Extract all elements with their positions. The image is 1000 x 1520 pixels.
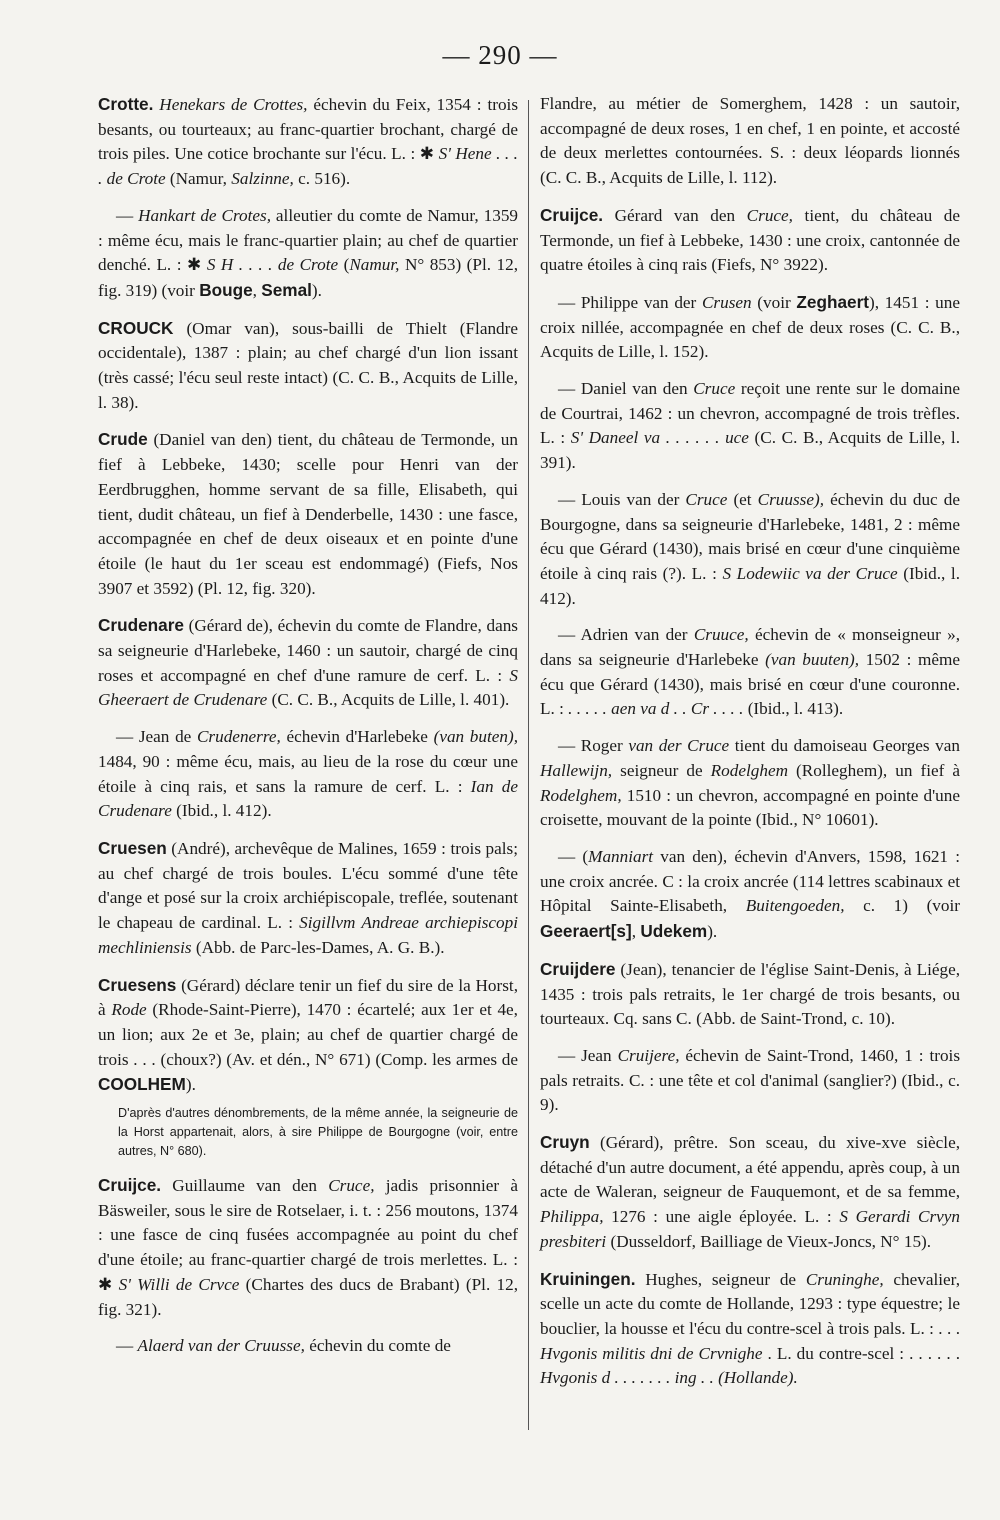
sub-entry — [540, 734, 960, 833]
entry — [98, 1173, 518, 1322]
entry-text: 1510 : un chevron, accompagné en pointe d'une croisette, mouvant de la pointe (Ibid., N° 10601). — [540, 785, 960, 830]
entry-text: Salzinne, — [231, 169, 294, 189]
sub-entry — [98, 204, 518, 304]
entry-text: Udekem — [640, 921, 708, 942]
entry-text: Zeghaert — [796, 291, 869, 312]
headword: Cruesens — [98, 974, 177, 995]
entry-text: échevin de « monseigneur », dans sa seigneurie d'Harlebeke — [540, 625, 960, 670]
entry-text: (Rhode-Saint-Pierre), 1470 : écartelé; aux 1er et 4e, un lion; aux 2e et 3e, plain; au chef de quartier chargé de trois . . . (choux?) (Av. et dén., N° 671) (Comp. les armes de — [98, 1000, 518, 1069]
entry-text: Cruce, — [328, 1176, 375, 1196]
entry-text: S' Willi de Crvce — [118, 1274, 240, 1294]
entry-text: Cruce — [685, 489, 728, 509]
entry-text: Hallewijn, — [540, 760, 613, 780]
headword: Crotte. — [98, 94, 154, 114]
entry — [98, 316, 518, 416]
headword: Crude — [98, 429, 148, 450]
entry — [98, 427, 518, 601]
entry-text: Rodelghem, — [540, 785, 622, 805]
entry — [98, 613, 518, 713]
entry-text: S Gerardi Crvyn presbiteri — [540, 1207, 960, 1251]
entry-text: Philippa, — [540, 1207, 604, 1227]
entry-text: Namur, — [349, 255, 400, 275]
sub-entry — [540, 1044, 960, 1118]
entry-text: — — [116, 1336, 138, 1356]
entry-text: Rode — [111, 1000, 147, 1020]
entry-text: (André), archevêque de Malines, 1659 : trois pals; au chef chargé de trois boules. L'écu sommé d'une tête d'ange et posé sur la croix archiépiscopale, treflée, soutenant le chapeau de cardinal. L. : — [98, 838, 518, 933]
entry-text: (Gérard), prêtre. Son sceau, du xive-xve siècle, détaché d'un autre document, a été appendu, après coup, à un acte de Waleran, seigneur de Fauquemont, et de sa femme, — [540, 1133, 960, 1202]
entry-text: S' Hene . . . . de Crote — [98, 144, 518, 189]
entry-text: ), 1451 : une croix nillée, accompagnée en chef de deux roses (C. C. B., Acquits de Lille, l. 152). — [540, 292, 960, 362]
headword: Cruesen — [98, 837, 167, 858]
entry-text: Buitengoeden, — [745, 896, 845, 916]
sub-entry — [540, 488, 960, 612]
entry-text: Crusen — [701, 292, 752, 312]
entry-text: — Daniel van den — [558, 379, 694, 399]
entry-text: — Louis van der — [558, 489, 686, 509]
entry-text: (Omar van), sous-bailli de Thielt (Flandre occidentale), 1387 : plain; au chef chargé d'un lion issant (très cassé; l'écu seul reste intact) (C. C. B., Acquits de Lille, l. 38). — [98, 318, 518, 412]
headword: CROUCK — [98, 317, 174, 338]
entry-text: Hankart de Crotes, — [138, 205, 271, 225]
sub-entry — [540, 623, 960, 722]
entry-text: (Ibid., l. 413). — [743, 699, 844, 719]
entry-text: — Jean — [558, 1045, 618, 1065]
entry-text: S Lodewiic va der Cruce — [722, 563, 898, 583]
entry-text: S H . . . . de Crote — [206, 255, 339, 275]
entry-text: échevin du Feix, 1354 : trois besants, ou tourteaux; au franc-quartier brochant, chargé de trois piles. Une cotice brochante sur l'écu. L. : ✱ — [98, 95, 519, 164]
entry-text: 1502 : même écu que Gérard (1430), mais brisé en cœur d'une couronne. L. : — [540, 650, 960, 719]
entry — [540, 203, 960, 278]
headword: Cruyn — [540, 1132, 590, 1153]
entry-text: (Gérard) déclare tenir un fief du sire de la Horst, à — [98, 975, 518, 1020]
entry-text: Henekars de Crottes, — [159, 95, 308, 114]
entry — [540, 92, 960, 191]
entry-text: COOLHEM — [98, 1074, 186, 1095]
column-divider — [528, 100, 529, 1430]
entry-text: — Adrien van der — [558, 625, 694, 645]
entry-text: Geeraert[s] — [540, 921, 632, 942]
entry-text: , — [252, 280, 262, 300]
entry-text: Hvgonis militis dni de Crvnighe — [540, 1343, 763, 1363]
entry-text: c. 516). — [293, 169, 351, 189]
entry-text: S Gheeraert de Crudenare — [98, 665, 518, 710]
entry-text: N° 853) (Pl. 12, fig. 319) (voir — [98, 255, 518, 300]
entry-text: ( — [338, 255, 350, 275]
entry-text: Rodelghem — [710, 760, 788, 780]
entry-text: jadis prisonnier à Bäsweiler, sous le sire de Rotselaer, i. t. : 256 moutons, 1374 : une fasce de cinq fusées accompagnée au point du chef d'une étoile; au franc-quartier chargé de trois merlettes. L. : ✱ — [98, 1176, 518, 1294]
entry-text: — Roger — [558, 736, 629, 756]
entry-text: seigneur de — [612, 760, 711, 780]
entry-text: . L. du contre-scel : . . . . . . — [762, 1343, 960, 1363]
headword: Kruiningen. — [540, 1268, 636, 1289]
entry-text: (Daniel van den) tient, du château de Termonde, un fief à Lebbeke, 1430; scelle pour Henri van der Eerdbrugghen, homme servant de sa fille, Elisabeth, qui tient, dudit château, un fief à Denderbelle, 1430 : une fasce, accompagnée en chef de deux oiseaux et en pointe d'une étoile (le haut du 1er sceau est endommagé) (Fiefs, Nos 3907 et 3592) (Pl. 12, fig. 320). — [98, 430, 518, 598]
entry — [540, 957, 960, 1032]
entry-text: chevalier, scelle un acte du comte de Hollande, 1293 : type équestre; le bouclier, la housse et l'écu du contre-scel à trois pals. L. : . . . — [540, 1269, 960, 1338]
entry-text: van der Cruce — [628, 736, 730, 756]
entry-text: alleutier du comte de Namur, 1359 : même écu, mais le franc-quartier plain; au chef de quartier denché. L. : ✱ — [98, 205, 519, 275]
entry-text: Ian de Crudenare — [98, 776, 518, 821]
entry-text: (van buten), — [433, 727, 519, 747]
entry-text: . . . . . aen va d . . Cr . . . . — [568, 699, 744, 719]
entry — [98, 973, 518, 1099]
entry-text: — Jean de — [116, 727, 197, 747]
entry-text: Semal — [261, 279, 312, 300]
entry-text: (Rolleghem), un fief à — [788, 760, 960, 780]
entry-text: Sigillvm Andreae archiepiscopi mechliniensis — [98, 913, 518, 957]
headword: Cruijce. — [98, 1175, 162, 1196]
entry-text: Cruusse), — [757, 489, 825, 509]
entry-text: Alaerd van der Cruusse, — [137, 1336, 305, 1356]
entry-text: Cruce, — [746, 205, 793, 225]
entry-text: (Ibid., l. 412). — [171, 801, 272, 821]
right-column — [540, 92, 960, 1403]
sub-entry — [540, 377, 960, 476]
entry-text: (Jean), tenancier de l'église Saint-Denis, à Liége, 1435 : trois pals retraits, le 1er chargé de trois besants, ou tourteaux. Cq. sans C. (Abb. de Saint-Trond, c. 10). — [540, 959, 960, 1029]
entry-text: 1276 : une aigle éployée. L. : — [603, 1207, 840, 1227]
headword: Cruijdere — [540, 958, 616, 979]
footnote: D'après d'autres dénombrements, de la même année, la seigneurie de la Horst appartenait, alors, à sire Philippe de Bourgogne (voir, entre autres, N° 680). — [118, 1106, 518, 1159]
entry-text: reçoit une rente sur le domaine de Courtrai, 1462 : un chevron, accompagné de trois trèfles. L. : — [540, 379, 960, 448]
sub-entry — [98, 725, 518, 824]
entry-text: échevin du comte de — [304, 1336, 451, 1356]
entry-text: Hvgonis d . . . . . . . ing . . (Hollande). — [540, 1368, 798, 1388]
entry-text: Manniart — [588, 846, 654, 866]
headword: Crudenare — [98, 615, 184, 636]
sub-entry — [540, 845, 960, 945]
entry — [98, 92, 518, 192]
entry — [98, 836, 518, 961]
entry-text: (C. C. B., Acquits de Lille, l. 401). — [267, 690, 510, 710]
entry-text: Guillaume van den — [161, 1176, 329, 1196]
entry-text: , — [631, 922, 641, 942]
entry-text: Cruninghe, — [805, 1269, 884, 1289]
entry-text: — Philippe van der — [558, 292, 702, 312]
entry-text: — ( — [558, 846, 589, 866]
entry — [540, 1130, 960, 1255]
entry-text: Crudenerre, — [196, 727, 281, 747]
entry-text: S' Daneel va . . . . . . uce — [570, 428, 749, 448]
sub-entry — [540, 290, 960, 365]
entry-text: (Abb. de Parc-les-Dames, A. G. B.). — [191, 937, 445, 957]
entry-text: Gérard van den — [603, 205, 747, 225]
entry-text: Bouge — [199, 279, 253, 300]
entry-text: échevin du duc de Bourgogne, dans sa seigneurie d'Harlebeke, 1481, 2 : même écu que Gérard (1430), mais brisé en cœur d'une cinquième étoile à cinq rais (?). L. : — [540, 489, 960, 583]
headword: Cruijce. — [540, 204, 604, 225]
entry-text: Cruuce, — [693, 625, 749, 645]
entry-text: (C. C. B., Acquits de Lille, l. 391). — [540, 428, 960, 473]
sub-entry — [98, 1334, 518, 1359]
entry-text: tient, du château de Termonde, un fief à Lebbeke, 1430 : une croix, cantonnée de quatre étoiles à cinq rais (Fiefs, N° 3922). — [540, 205, 960, 275]
entry-text: échevin de Saint-Trond, 1460, 1 : trois pals retraits. C. : une tête et col d'animal (sanglier?) (Ibid., c. 9). — [540, 1045, 961, 1115]
entry-text: — — [116, 205, 139, 225]
entry-text: (Chartes des ducs de Brabant) (Pl. 12, fig. 321). — [98, 1274, 518, 1319]
entry-text: 1484, 90 : même écu, mais, au lieu de la rose du cœur une étoile à cinq rais, et sans la ramure de cerf. L. : — [98, 751, 518, 796]
entry-text: van den), échevin d'Anvers, 1598, 1621 : une croix ancrée. C : la croix ancrée (114 lettres scabinaux et Hôpital Sainte-Elisabeth, — [540, 846, 961, 916]
entry-text: (voir — [751, 292, 797, 312]
entry-text: Cruijere, — [617, 1045, 680, 1065]
entry-text: (Dusseldorf, Bailliage de Vieux-Joncs, N° 15). — [606, 1231, 932, 1251]
entry-text: (Namur, — [165, 169, 232, 189]
entry-text: Flandre, au métier de Somerghem, 1428 : un sautoir, accompagné de deux roses, 1 en chef, 1 en pointe, et accosté de deux merlettes contournées. S. : deux léopards lionnés (C. C. B., Acquits de Lille, l. 112). — [540, 94, 960, 188]
entry-text: (Ibid., l. 412). — [540, 563, 960, 608]
entry-text: tient du damoiseau Georges van — [729, 736, 961, 756]
entry-text: Hughes, seigneur de — [635, 1269, 806, 1289]
entry-text: échevin d'Harlebeke — [280, 727, 434, 747]
entry-text: ). — [707, 922, 718, 942]
entry-text: (Gérard de), échevin du comte de Flandre, dans sa seigneurie d'Harlebeke, 1460 : un sautoir, chargé de cinq roses et accompagné en chef d'une ramure de cerf. L. : — [98, 616, 518, 685]
entry-text: Cruce — [693, 379, 736, 399]
entry — [540, 1267, 960, 1392]
left-column — [98, 92, 518, 1371]
entry-text: ). — [185, 1075, 196, 1095]
page-number: — 290 — — [442, 40, 558, 70]
entry-text: ). — [311, 280, 322, 300]
entry-text: c. 1) (voir — [844, 896, 960, 916]
entry-text: (et — [727, 489, 758, 509]
entry-text: (van buuten), — [765, 650, 860, 670]
